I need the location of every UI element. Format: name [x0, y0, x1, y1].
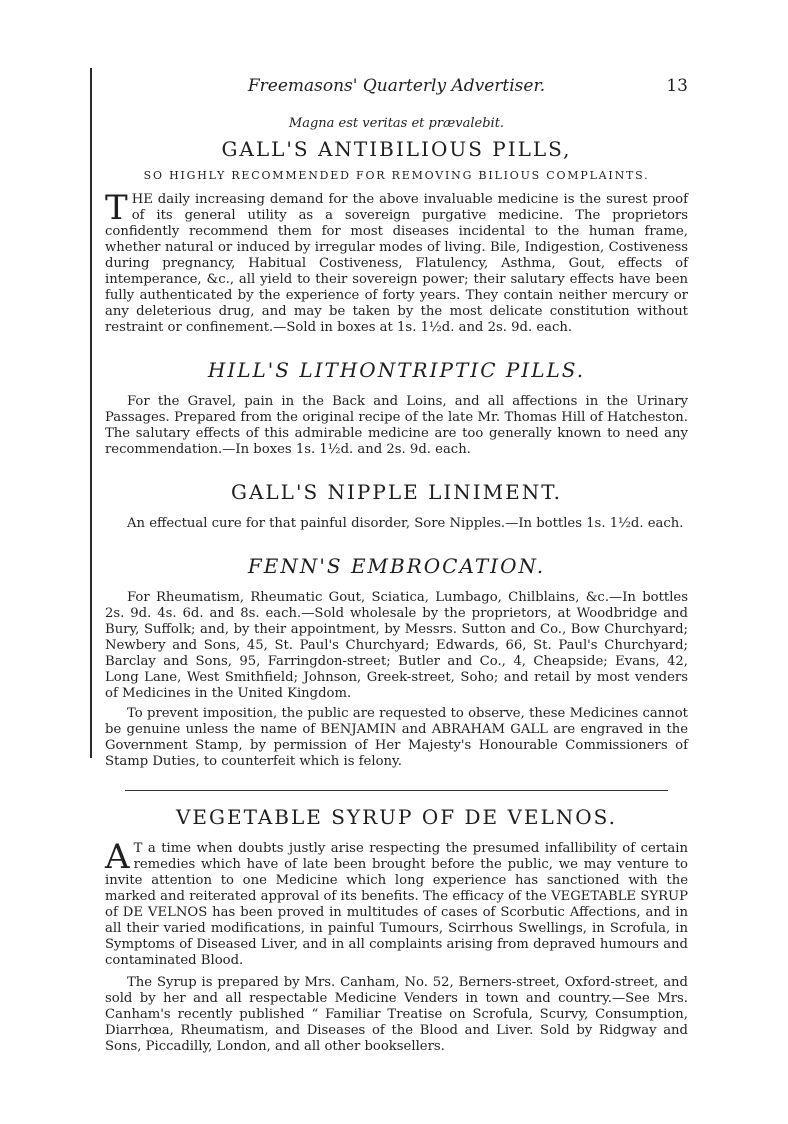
running-title: Freemasons' Quarterly Advertiser.: [247, 76, 546, 96]
embrocation-title: FENN'S EMBROCATION.: [247, 554, 546, 578]
page-number: 13: [666, 76, 688, 96]
liniment-title: GALL'S NIPPLE LINIMENT.: [230, 480, 562, 504]
dropcap-a: A: [105, 837, 130, 877]
galls-pills-subtitle: SO HIGHLY RECOMMENDED FOR REMOVING BILIOUS COMPLAINTS.: [143, 169, 650, 182]
embrocation-ad: [105, 554, 688, 770]
section-divider: [125, 790, 668, 791]
syrup-text: T a time when doubts justly arise respecting the presumed infallibility of certain remedies which have of late been brought before the public, we may venture to invite attention to one Medicine which long experience has sanctioned with the marked and reiterated approval of its benefits. The efficacy of the VEGETABLE SYRUP of DE VELNOS has been proved in multitudes of cases of Scorbutic Affections, and in all their varied modifications, in painful Tumours, Scirrhous Swellings, in Scrofula, in Symptoms of Diseased Liver, and in all complaints arising from depraved humours and contaminated Blood.: [105, 841, 688, 968]
hills-pills-title: HILL'S LITHONTRIPTIC PILLS.: [207, 358, 586, 382]
syrup-title: VEGETABLE SYRUP OF DE VELNOS.: [175, 805, 618, 829]
margin-rule: [90, 68, 92, 758]
running-head: [105, 76, 688, 98]
nipple-liniment-ad: [105, 480, 688, 532]
hills-pills-body: For the Gravel, pain in the Back and Loins, and all affections in the Urinary Passages. Prepared from the original recipe of the late Mr. Thomas Hill of Hatcheston. The salutary effects of this admirable medicine are too generally known to need any recommendation.—In boxes 1s. 1½d. and 2s. 9d. each.: [105, 394, 688, 457]
liniment-body: An effectual cure for that painful disorder, Sore Nipples.—In bottles 1s. 1½d. each.: [127, 516, 684, 531]
embrocation-body: For Rheumatism, Rheumatic Gout, Sciatica, Lumbago, Chilblains, &c.—In bottles 2s. 9d. 4s. 6d. and 8s. each.—Sold wholesale by the proprietors, at Woodbridge and Bury, Suffolk; and, by their appointment, by Messrs. Sutton and Co., Bow Churchyard; Newbery and Sons, 45, St. Paul's Churchyard; Edwards, 66, St. Paul's Churchyard; Barclay and Sons, 95, Farringdon-street; Butler and Co., 4, Cheapside; Evans, 42, Long Lane, West Smithfield; Johnson, Greek-street, Soho; and retail by most venders of Medicines in the United Kingdom.: [105, 590, 688, 701]
syrup-ad: [105, 805, 688, 1055]
motto: Magna est veritas et prævalebit.: [288, 116, 505, 131]
syrup-body: [105, 837, 688, 969]
hills-pills-ad: [105, 358, 688, 458]
galls-pills-text: HE daily increasing demand for the above invaluable medicine is the surest proof of its general utility as a sovereign purgative medicine. The proprietors confidently recommend them for most diseases incidental to the human frame, whether natural or induced by irregular modes of living. Bile, Indigestion, Costiveness during pregnancy, Habitual Costiveness, Flatulency, Asthma, Gout, effects of intemperance, &c., all yield to their sovereign power; their salutary effects have been fully authenticated by the experience of forty years. They contain neither mercury or any deleterious drug, and may be taken by the most delicate constitution without restraint or confinement.—Sold in boxes at 1s. 1½d. and 2s. 9d. each.: [105, 192, 688, 335]
page: [105, 76, 688, 1055]
galls-pills-ad: [105, 137, 688, 336]
embrocation-notice: To prevent imposition, the public are requested to observe, these Medicines cannot be genuine unless the name of BENJAMIN and ABRAHAM GALL are engraved in the Government Stamp, by permission of Her Majesty's Honourable Commissioners of Stamp Duties, to counterfeit which is felony.: [105, 706, 688, 769]
syrup-body-2: The Syrup is prepared by Mrs. Canham, No. 52, Berners-street, Oxford-street, and sold by her and all respectable Medicine Venders in town and country.—See Mrs. Canham's recently published “ Familiar Treatise on Scrofula, Scurvy, Consumption, Diarrhœa, Rheumatism, and Diseases of the Blood and Liver. Sold by Ridgway and Sons, Piccadilly, London, and all other booksellers.: [105, 975, 688, 1054]
dropcap-t: T: [105, 188, 128, 228]
galls-pills-body: [105, 188, 688, 336]
galls-pills-title: GALL'S ANTIBILIOUS PILLS,: [221, 137, 572, 161]
